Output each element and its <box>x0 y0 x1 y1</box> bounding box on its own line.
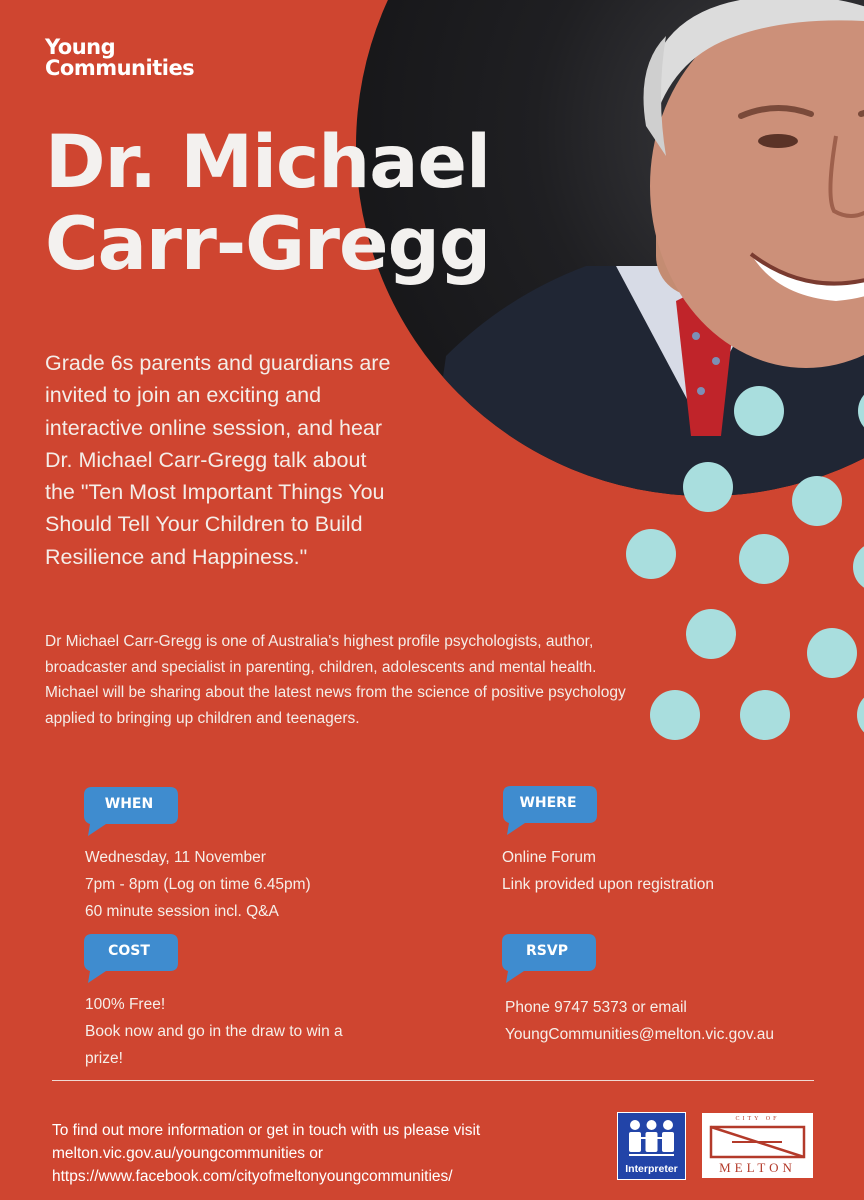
speaker-bio-paragraph: Dr Michael Carr-Gregg is one of Australia's highest profile psychologists, author, broadcaster and specialist in parenting, children, adolescents and mental health. Michael will be sharing about the latest news from the science of positive psychology applied to bringing up children and teenagers. <box>45 633 626 727</box>
footer-website-link[interactable]: melton.vic.gov.au/youngcommunities or <box>52 1145 324 1162</box>
decorative-dot <box>739 534 789 584</box>
cost-line: prize! <box>85 1050 123 1067</box>
decorative-dot <box>683 462 733 512</box>
title-line-1: Dr. Michael <box>45 120 491 205</box>
title-line-2: Carr-Gregg <box>45 202 491 287</box>
melton-text: MELTON <box>719 1160 796 1175</box>
cost-line: Book now and go in the draw to win a <box>85 1023 343 1040</box>
footer-divider <box>52 1080 814 1081</box>
when-label: WHEN <box>104 796 154 812</box>
decorative-dot <box>686 609 736 659</box>
young-communities-logo <box>45 37 194 79</box>
cost-badge <box>84 934 178 984</box>
footer-line: To find out more information or get in touch with us please visit <box>52 1122 481 1139</box>
decorative-dot <box>740 690 790 740</box>
decorative-dot <box>792 476 842 526</box>
where-line: Online Forum <box>502 849 596 866</box>
footer-facebook-link[interactable]: https://www.facebook.com/cityofmeltonyoungcommunities/ <box>52 1168 453 1185</box>
interpreter-people-icon <box>618 1113 685 1163</box>
when-details <box>85 844 311 925</box>
decorative-dot <box>807 628 857 678</box>
city-of-text: CITY OF <box>735 1116 780 1122</box>
decorative-dot <box>650 690 700 740</box>
cost-details <box>85 991 343 1072</box>
interpreter-label: Interpreter <box>625 1163 678 1175</box>
decorative-dot <box>857 690 864 740</box>
decorative-dot <box>734 386 784 436</box>
city-of-melton-logo <box>702 1113 813 1178</box>
rsvp-label: RSVP <box>526 943 568 959</box>
speaker-name-title <box>45 122 490 286</box>
brand-line-2: Communities <box>45 56 195 80</box>
interpreter-logo <box>617 1112 686 1180</box>
where-details <box>502 844 714 898</box>
rsvp-badge <box>502 934 596 984</box>
when-line: Wednesday, 11 November <box>85 849 266 866</box>
cost-line: 100% Free! <box>85 996 166 1013</box>
when-line: 7pm - 8pm (Log on time 6.45pm) <box>85 876 311 893</box>
rsvp-phone-line: Phone 9747 5373 or email <box>505 999 687 1016</box>
where-badge <box>503 786 597 836</box>
footer-info <box>52 1119 612 1188</box>
intro-paragraph: Grade 6s parents and guardians are invited to join an exciting and interactive online session, and hear Dr. Michael Carr-Gregg talk about the "Ten Most Important Things You Should Tell Your Children to Build Resilience and Happiness." <box>45 351 391 569</box>
cost-label: COST <box>108 943 150 959</box>
when-badge <box>84 787 178 837</box>
decorative-dot <box>853 542 864 592</box>
decorative-dot <box>626 529 676 579</box>
brand-line-1: Young <box>45 35 116 59</box>
rsvp-email-link[interactable]: YoungCommunities@melton.vic.gov.au <box>505 1026 775 1043</box>
rsvp-details <box>505 994 774 1048</box>
where-label: WHERE <box>519 795 577 811</box>
where-line: Link provided upon registration <box>502 876 714 893</box>
when-line: 60 minute session incl. Q&A <box>85 903 279 920</box>
